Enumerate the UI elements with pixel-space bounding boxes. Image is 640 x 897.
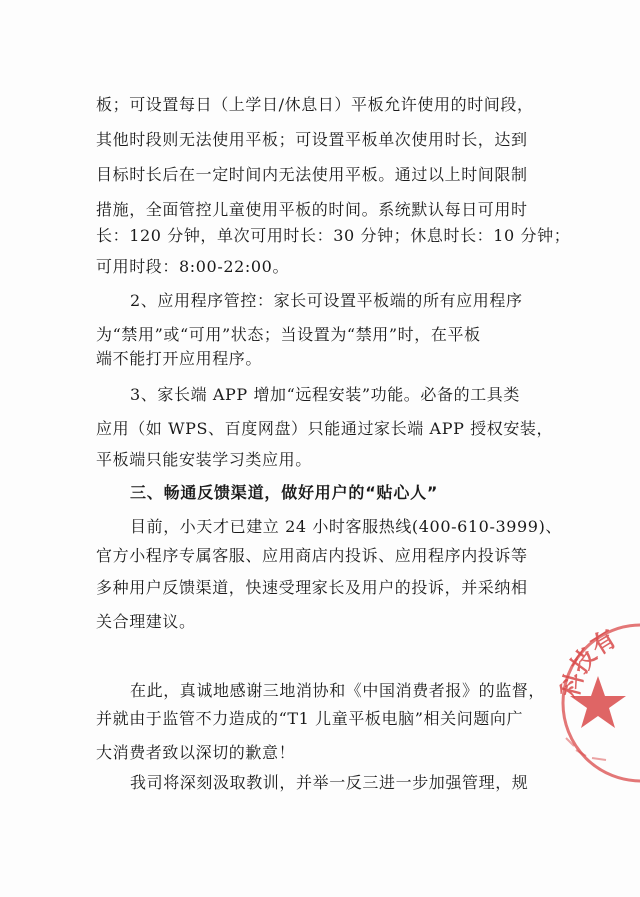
text-line: 在此，真诚地感谢三地消协和《中国消费者报》的监督， <box>130 681 546 700</box>
text-line: 可用时段：8:00-22:00。 <box>96 257 290 276</box>
company-seal-stamp <box>556 618 640 788</box>
text-line: 我司将深刻汲取教训，并举一反三进一步加强管理，规 <box>130 773 529 792</box>
text-line: 应用（如 WPS、百度网盘）只能通过家长端 APP 授权安装， <box>96 419 554 438</box>
text-line: 官方小程序专属客服、应用商店内投诉、应用程序内投诉等 <box>96 546 528 565</box>
text-line: 目标时长后在一定时间内无法使用平板。通过以上时间限制 <box>96 165 528 184</box>
text-line: 关合理建议。 <box>96 612 196 631</box>
text-line: 多种用户反馈渠道，快速受理家长及用户的投诉，并采纳相 <box>96 578 528 597</box>
text-line: 端不能打开应用程序。 <box>96 349 263 368</box>
text-line: 板；可设置每日（上学日/休息日）平板允许使用的时间段， <box>96 95 534 114</box>
seal-text: 科技有 <box>556 624 622 701</box>
section-heading: 三、畅通反馈渠道，做好用户的“贴心人” <box>130 483 439 502</box>
text-line: 平板端只能安装学习类应用。 <box>96 450 312 469</box>
text-line: 目前，小天才已建立 24 小时客服热线(400-610-3999)、 <box>130 517 563 536</box>
text-line: 为“禁用”或“可用”状态；当设置为“禁用”时，在平板 <box>96 325 481 344</box>
text-line: 其他时段则无法使用平板；可设置平板单次使用时长，达到 <box>96 130 528 149</box>
text-line: 3、家长端 APP 增加“远程安装”功能。必备的工具类 <box>130 385 520 404</box>
text-line: 并就由于监管不力造成的“T1 儿童平板电脑”相关问题向广 <box>96 709 524 728</box>
text-line: 大消费者致以深切的歉意！ <box>96 743 296 762</box>
text-line: 2、应用程序管控：家长可设置平板端的所有应用程序 <box>130 291 523 310</box>
text-line: 长：120 分钟，单次可用时长：30 分钟；休息时长：10 分钟； <box>96 226 571 245</box>
text-line: 措施，全面管控儿童使用平板的时间。系统默认每日可用时 <box>96 200 528 219</box>
